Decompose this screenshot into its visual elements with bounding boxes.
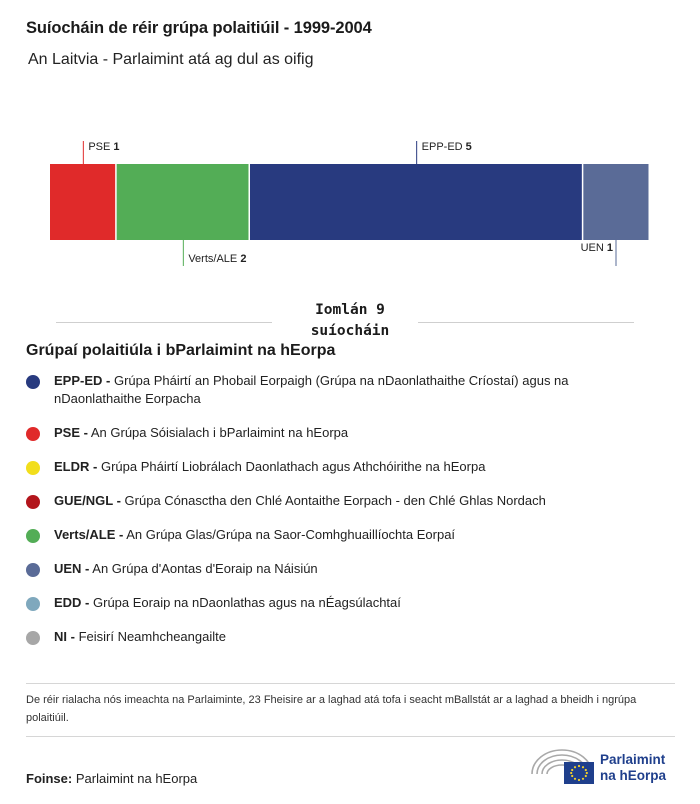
- legend-color-dot: [26, 563, 40, 577]
- legend-item: [26, 560, 636, 578]
- bar-label-name-uen: UEN: [580, 242, 607, 254]
- bar-label-verts-ale: [188, 253, 246, 265]
- bar-value-verts-ale: 2: [240, 253, 247, 265]
- legend-description: Grúpa Pháirtí an Phobail Eorpaigh (Grúpa na nDaonlathaithe Críostaí) agus na nDaonlathaithe Eorpacha: [54, 373, 569, 406]
- legend-abbreviation: ELDR -: [54, 459, 98, 474]
- parliament-hemicycle-icon: [528, 744, 598, 786]
- footnote: De réir rialacha nós imeachta na Parlaiminte, 23 Fheisire ar a laghad atá tofa i seacht mBallstát ar a laghad a bheidh i ngrúpa polaitiúil.: [26, 694, 637, 724]
- divider-left: [56, 322, 272, 323]
- legend-color-dot: [26, 427, 40, 441]
- legend-item: [26, 526, 636, 544]
- legend-description: An Grúpa Glas/Grúpa na Saor-Comhghuaillíochta Eorpaí: [123, 527, 456, 542]
- total-seats: [0, 300, 700, 340]
- bar-label-name-epp-ed: EPP-ED: [421, 141, 466, 153]
- legend-item: [26, 372, 636, 408]
- source-label: Foinse:: [26, 771, 73, 786]
- legend-abbreviation: EDD -: [54, 595, 90, 610]
- legend-color-dot: [26, 597, 40, 611]
- seat-bar-chart: [0, 0, 700, 290]
- legend-color-dot: [26, 375, 40, 389]
- total-seats-label: [290, 300, 410, 342]
- bar-label-uen: [581, 242, 613, 254]
- legend-abbreviation: NI -: [54, 629, 75, 644]
- source: [26, 771, 197, 786]
- chart-subtitle: An Laitvia - Parlaimint atá ag dul as oifig: [28, 51, 314, 68]
- legend-abbreviation: Verts/ALE -: [54, 527, 124, 542]
- logo-line-1: Parlaimint: [600, 752, 666, 767]
- legend-item: [26, 492, 636, 510]
- bar-value-uen: 1: [606, 242, 613, 254]
- bar-segment-pse: [50, 164, 115, 240]
- divider-top: [26, 683, 675, 684]
- total-label-line-1: Iomlán 9: [315, 302, 385, 318]
- logo-line-2: na hEorpa: [600, 768, 667, 783]
- legend-color-dot: [26, 529, 40, 543]
- legend-color-dot: [26, 461, 40, 475]
- legend-color-dot: [26, 495, 40, 509]
- legend-abbreviation: UEN -: [54, 561, 90, 576]
- legend-title: Grúpaí polaitiúla i bParlaimint na hEorpa: [26, 342, 336, 359]
- legend-item: [26, 628, 636, 646]
- bar-segment-verts-ale: [117, 164, 249, 240]
- legend-description: An Grúpa d'Aontas d'Eoraip na Náisiún: [89, 561, 318, 576]
- logo-text: [600, 752, 666, 784]
- bar-segment-epp-ed: [250, 164, 582, 240]
- bar-segment-uen: [583, 164, 648, 240]
- legend-description: An Grúpa Sóisialach i bParlaimint na hEorpa: [87, 425, 349, 440]
- legend-item: [26, 594, 636, 612]
- legend-description: Feisirí Neamhcheangailte: [74, 629, 226, 644]
- bar-label-pse: [88, 141, 119, 153]
- legend-description: Grúpa Pháirtí Liobrálach Daonlathach agus Athchóirithe na hEorpa: [97, 459, 486, 474]
- bar-label-name-pse: PSE: [88, 141, 114, 153]
- legend-description: Grúpa Eoraip na nDaonlathas agus na nÉagsúlachtaí: [89, 595, 401, 610]
- bar-label-name-verts-ale: Verts/ALE: [188, 253, 241, 265]
- legend-item: [26, 424, 636, 442]
- total-label-line-2: suíocháin: [310, 323, 390, 339]
- legend-item: [26, 458, 636, 476]
- bar-value-epp-ed: 5: [465, 141, 472, 153]
- legend-abbreviation: GUE/NGL -: [54, 493, 121, 508]
- legend-abbreviation: EPP-ED -: [54, 373, 111, 388]
- european-parliament-logo: [528, 744, 678, 786]
- legend-description: Grúpa Cónasctha den Chlé Aontaithe Eorpach - den Chlé Ghlas Nordach: [120, 493, 546, 508]
- bar-value-pse: 1: [113, 141, 120, 153]
- legend-color-dot: [26, 631, 40, 645]
- bar-label-epp-ed: [422, 141, 472, 153]
- legend-abbreviation: PSE -: [54, 425, 88, 440]
- divider-right: [418, 322, 634, 323]
- source-text: Parlaimint na hEorpa: [72, 771, 198, 786]
- divider-bottom: [26, 736, 675, 737]
- chart-title: Suíocháin de réir grúpa polaitiúil - 1999-2004: [26, 19, 372, 37]
